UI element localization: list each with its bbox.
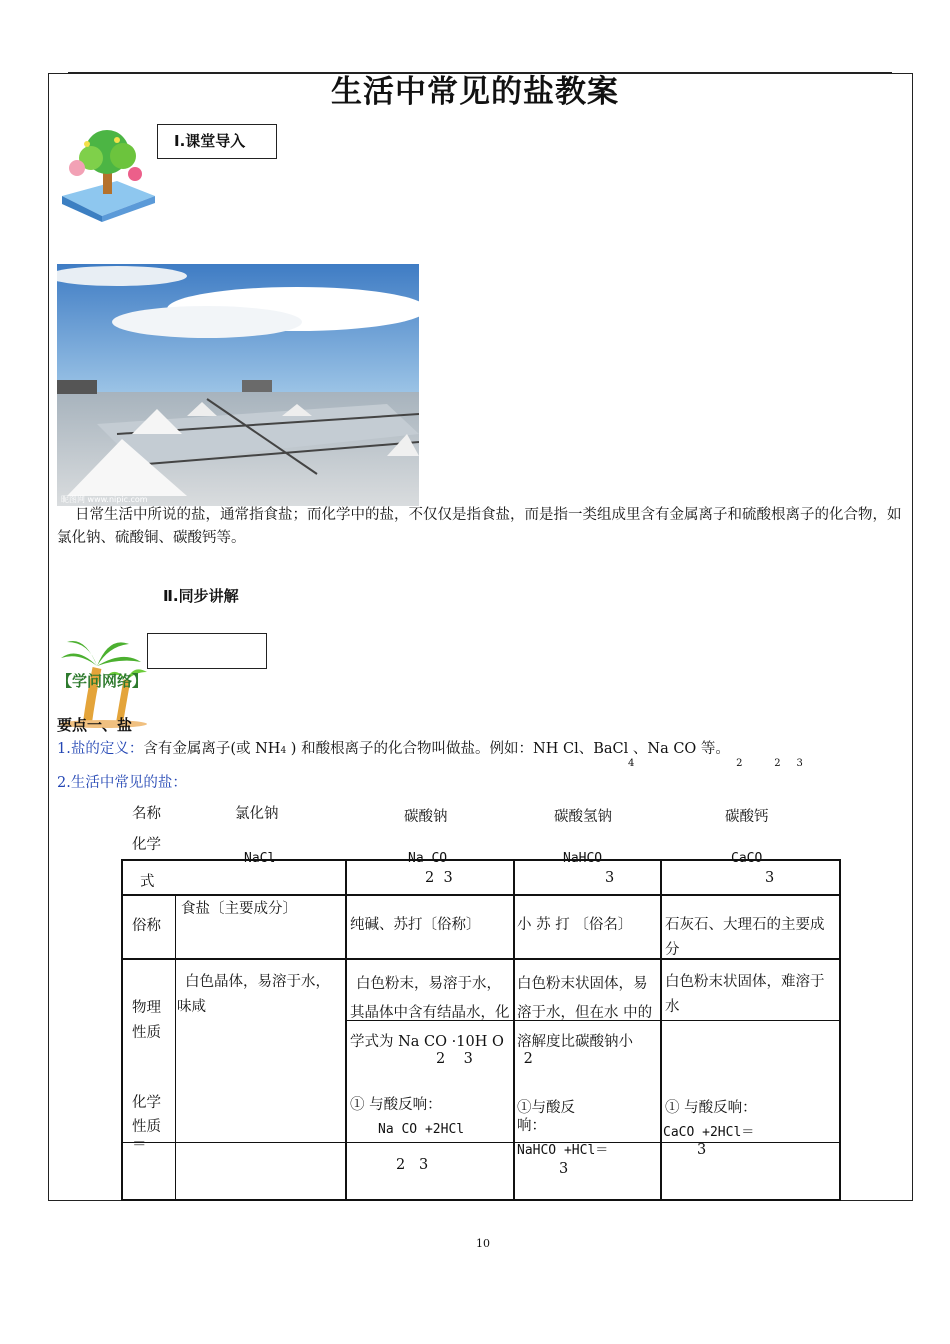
- chem-nahco3-c: NaHCO +HCl＝: [517, 1143, 609, 1158]
- intro-paragraph: 日常生活中所说的盐，通常指食盐；而化学中的盐，不仅仅是指食盐，而是指一类组成里含有金属离子和硫酸根离子的化合物，如氯化钠、硫酸铜、碳酸钙等。: [57, 507, 902, 546]
- definition-sub-a: 4: [280, 746, 287, 756]
- chem-caco3-b: CaCO +2HCl＝: [663, 1125, 755, 1140]
- physical-caco3: 白色粉末状固体，难溶于水: [665, 974, 825, 1015]
- header-na2co3: 碳酸钠: [404, 809, 448, 825]
- chem-nahco3-b: 响：: [517, 1118, 546, 1134]
- key-point-heading: 要点一、盐: [57, 716, 133, 734]
- chem-caco3-a: ① 与酸反响：: [665, 1100, 757, 1116]
- definition-text-b: ) 和酸根离子的化合物叫做盐。例如：NH Cl、BaCl 、Na CO 等。: [286, 741, 730, 757]
- physical-nahco3: 白色粉末状固体，易溶于水，但在水 中的溶解度比碳酸钠小: [517, 976, 653, 1050]
- physical-label-a: 物理: [132, 1000, 161, 1016]
- table-line-v4: [660, 859, 662, 1201]
- table-line-v0: [121, 859, 123, 1201]
- common-na2co3: 纯碱、苏打〔俗称〕: [350, 917, 481, 933]
- definition-term: 盐的定义：: [70, 741, 144, 757]
- table-line-v2: [345, 859, 347, 1201]
- formula-nacl: NaCl: [244, 851, 276, 866]
- definition-subscripts: 4 2 2 3: [628, 758, 803, 769]
- knowledge-box: [147, 633, 267, 669]
- table-line-v3: [513, 859, 515, 1201]
- common-salts-text: 生活中常见的盐：: [70, 775, 187, 791]
- definition-number: 1.: [57, 741, 71, 757]
- physical-label-b: 性质: [132, 1025, 161, 1041]
- photo-caption: 昵图网 www.nipic.com: [61, 495, 148, 504]
- table-line-h6: [121, 1199, 841, 1201]
- table-line-v5: [839, 859, 841, 1201]
- salt-field-photo: [57, 264, 419, 506]
- physical-nacl: 白色晶体，易溶于水，味咸: [177, 974, 330, 1015]
- formula-na2co3: Na CO: [408, 851, 448, 866]
- section-lecture-label: Ⅱ.同步讲解: [163, 587, 239, 605]
- formula-caco3-sub: 3: [765, 870, 775, 886]
- common-label: 俗称: [132, 918, 161, 934]
- formula-nahco3-sub: 3: [605, 870, 615, 886]
- page-title: 生活中常见的盐教案: [331, 74, 619, 110]
- physical-na2co3-sub: 2 3 2: [436, 1051, 533, 1067]
- formula-nahco3: NaHCO: [563, 851, 603, 866]
- common-nahco3: 小 苏 打 〔俗名〕: [517, 917, 633, 933]
- page-number: 10: [476, 1237, 490, 1250]
- common-salts-heading: [57, 772, 187, 795]
- chem-nahco3-sub: 3: [559, 1161, 569, 1177]
- knowledge-network-label: 【学问网络】: [57, 672, 148, 690]
- formula-label-b: 式: [140, 874, 155, 890]
- common-caco3: 石灰石、大理石的主要成分: [665, 917, 825, 958]
- chem-caco3-sub: 3: [697, 1142, 707, 1158]
- definition-text-a: 含有金属离子(或 NH: [143, 741, 281, 757]
- header-nacl: 氯化钠: [235, 806, 279, 822]
- header-name: 名称: [132, 806, 161, 822]
- chem-label-b: 性质: [132, 1119, 161, 1135]
- formula-na2co3-sub: 2 3: [425, 870, 453, 886]
- header-caco3: 碳酸钙: [725, 809, 769, 825]
- formula-caco3: CaCO: [731, 851, 763, 866]
- chem-na2co3-sub: 2 3: [396, 1157, 429, 1173]
- table-line-h2: [121, 894, 841, 896]
- chem-na2co3-a: ① 与酸反响：: [350, 1097, 442, 1113]
- table-line-v1: [175, 894, 176, 1201]
- section-intro-label: Ⅰ.课堂导入: [157, 124, 277, 159]
- header-nahco3: 碳酸氢钠: [554, 809, 612, 825]
- chem-nahco3-a: ①与酸反: [517, 1100, 575, 1116]
- book-tree-icon: [57, 126, 157, 222]
- chem-label-c: ＝: [132, 1137, 147, 1153]
- physical-na2co3: 白色粉末，易溶于水，其晶体中含有结晶水，化学式为 Na CO ·10H O: [350, 976, 510, 1050]
- common-salts-number: 2.: [57, 775, 71, 791]
- chem-na2co3-b: Na CO +2HCl: [378, 1122, 465, 1137]
- common-nacl: 食盐〔主要成分〕: [181, 901, 297, 917]
- formula-label-a: 化学: [132, 837, 161, 853]
- chem-label-a: 化学: [132, 1095, 161, 1111]
